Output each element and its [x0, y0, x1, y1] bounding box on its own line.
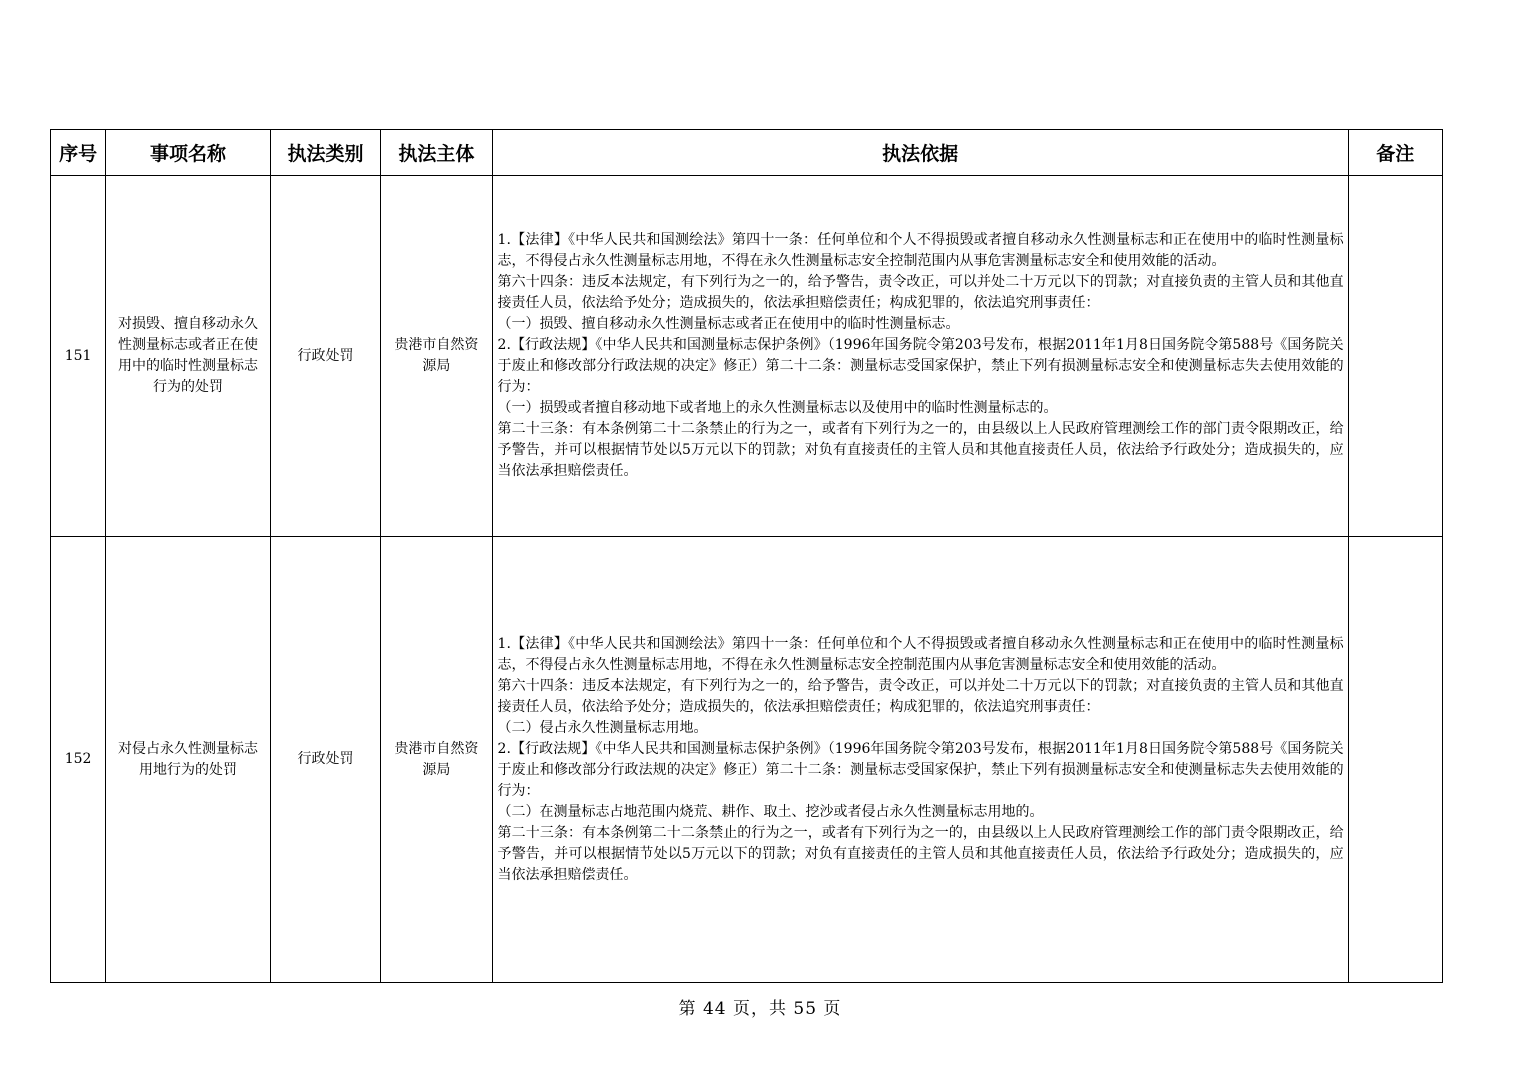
basis-paragraph: （一）损毁、擅自移动永久性测量标志或者正在使用中的临时性测量标志。 [497, 316, 960, 332]
cell-basis [492, 176, 1348, 537]
basis-paragraph: （二）侵占永久性测量标志用地。 [497, 719, 708, 736]
header-org: 执法主体 [381, 130, 492, 176]
basis-paragraph: 第六十四条：违反本法规定，有下列行为之一的，给予警告，责令改正，可以并处二十万元以下的罚款；对直接负责的主管人员和其他直接责任人员，依法给予处分；造成损失的，依法承担赔偿责任；构成犯罪的，依法追究刑事责任： [497, 677, 1344, 715]
header-row [51, 130, 1443, 176]
cell-org: 贵港市自然资源局 [381, 176, 492, 537]
cell-basis [492, 537, 1348, 983]
basis-paragraph: 1.【法律】《中华人民共和国测绘法》第四十一条：任何单位和个人不得损毁或者擅自移动永久性测量标志和正在使用中的临时性测量标志，不得侵占永久性测量标志用地，不得在永久性测量标志安全控制范围内从事危害测量标志安全和使用效能的活动。 [497, 232, 1344, 269]
header-no: 序号 [51, 130, 106, 176]
basis-paragraph: （二）在测量标志占地范围内烧荒、耕作、取土、挖沙或者侵占永久性测量标志用地的。 [497, 803, 1044, 820]
cell-name: 对侵占永久性测量标志用地行为的处罚 [106, 537, 271, 983]
enforcement-table [50, 129, 1443, 983]
basis-paragraph: 2.【行政法规】《中华人民共和国测量标志保护条例》（1996年国务院令第203号发布，根据2011年1月8日国务院令第588号《国务院关于废止和修改部分行政法规的决定》修正）第二十二条：测量标志受国家保护，禁止下列有损测量标志安全和使测量标志失去使用效能的行为： [497, 337, 1344, 395]
cell-org: 贵港市自然资源局 [381, 537, 492, 983]
basis-paragraph: （一）损毁或者擅自移动地下或者地上的永久性测量标志以及使用中的临时性测量标志的。 [497, 400, 1058, 416]
cell-note [1348, 176, 1442, 537]
basis-paragraph: 1.【法律】《中华人民共和国测绘法》第四十一条：任何单位和个人不得损毁或者擅自移动永久性测量标志和正在使用中的临时性测量标志，不得侵占永久性测量标志用地，不得在永久性测量标志安全控制范围内从事危害测量标志安全和使用效能的活动。 [497, 635, 1344, 673]
cell-note [1348, 537, 1442, 983]
cell-type: 行政处罚 [270, 176, 380, 537]
header-name: 事项名称 [106, 130, 271, 176]
table-header [51, 130, 1443, 176]
page-number: 第 44 页，共 55 页 [678, 999, 842, 1019]
table-row [51, 537, 1443, 983]
header-basis: 执法依据 [492, 130, 1348, 176]
cell-no: 151 [51, 176, 106, 537]
table-body [51, 176, 1443, 983]
table-row [51, 176, 1443, 537]
header-type: 执法类别 [270, 130, 380, 176]
cell-type: 行政处罚 [270, 537, 380, 983]
basis-paragraph: 第二十三条：有本条例第二十二条禁止的行为之一，或者有下列行为之一的，由县级以上人民政府管理测绘工作的部门责令限期改正，给予警告，并可以根据情节处以5万元以下的罚款；对负有直接责任的主管人员和其他直接责任人员，依法给予行政处分；造成损失的，应当依法承担赔偿责任。 [497, 421, 1344, 479]
cell-name: 对损毁、擅自移动永久性测量标志或者正在使用中的临时性测量标志行为的处罚 [106, 176, 271, 537]
header-note: 备注 [1348, 130, 1442, 176]
cell-no: 152 [51, 537, 106, 983]
basis-paragraph: 第六十四条：违反本法规定，有下列行为之一的，给予警告，责令改正，可以并处二十万元以下的罚款；对直接负责的主管人员和其他直接责任人员，依法给予处分；造成损失的，依法承担赔偿责任；构成犯罪的，依法追究刑事责任： [497, 274, 1344, 311]
basis-paragraph: 第二十三条：有本条例第二十二条禁止的行为之一，或者有下列行为之一的，由县级以上人民政府管理测绘工作的部门责令限期改正，给予警告，并可以根据情节处以5万元以下的罚款；对负有直接责任的主管人员和其他直接责任人员，依法给予行政处分；造成损失的，应当依法承担赔偿责任。 [497, 824, 1344, 883]
basis-paragraph: 2.【行政法规】《中华人民共和国测量标志保护条例》（1996年国务院令第203号发布，根据2011年1月8日国务院令第588号《国务院关于废止和修改部分行政法规的决定》修正）第二十二条：测量标志受国家保护，禁止下列有损测量标志安全和使测量标志失去使用效能的行为： [497, 740, 1344, 799]
